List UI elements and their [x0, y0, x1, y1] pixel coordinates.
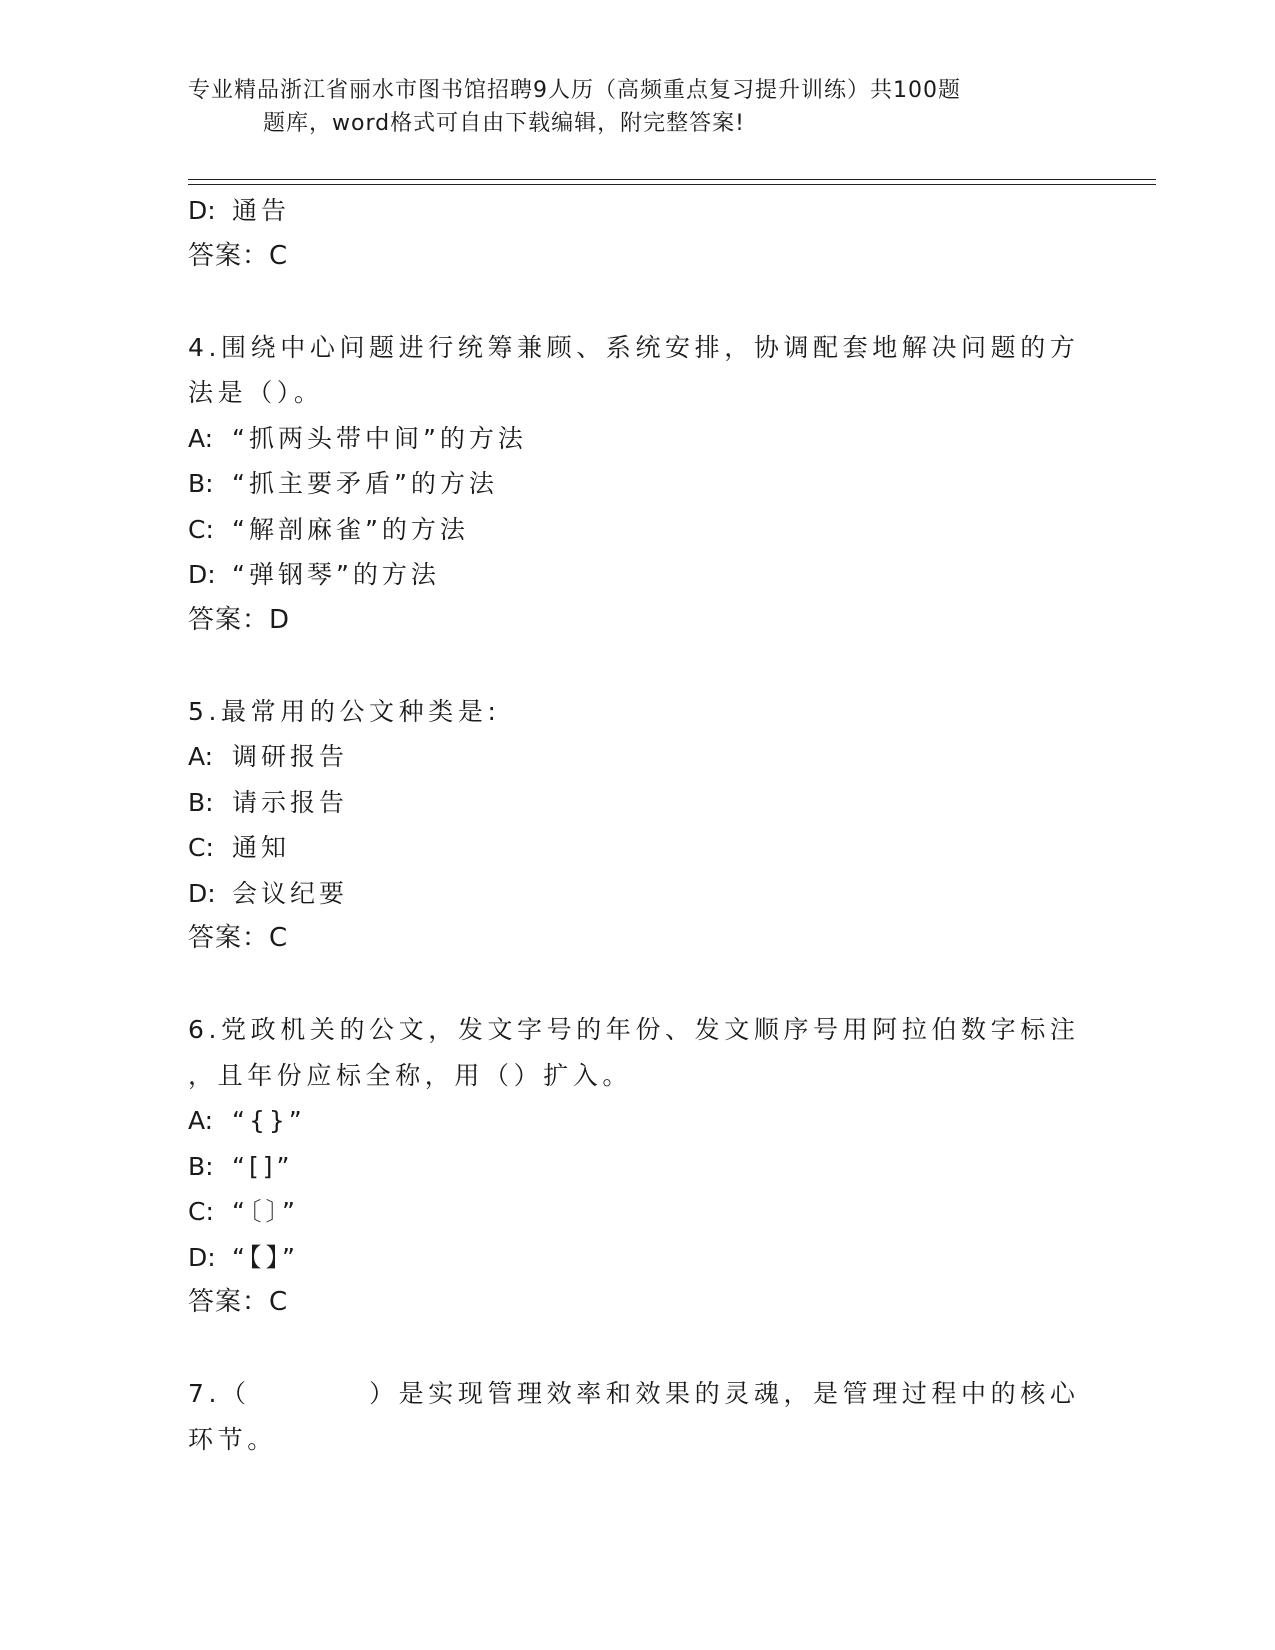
option-text: “〔〕”: [232, 1197, 299, 1226]
option-text: 通告: [232, 196, 291, 225]
option-letter: B:: [188, 1151, 214, 1181]
question-text-span: 4.围绕中心问题进行统筹兼顾、系统安排，协调配套地解决问题的方: [188, 332, 1080, 362]
option-row: [188, 734, 1068, 780]
option-row: [188, 780, 1068, 826]
question-text: [188, 325, 1080, 371]
question-text-span: 法是（）。: [188, 378, 324, 407]
question-text: [188, 1053, 1068, 1099]
option-row: [188, 416, 1068, 462]
question-text-span: 5.最常用的公文种类是:: [188, 696, 501, 726]
option-letter: A:: [188, 423, 214, 453]
option-row: [188, 1235, 1068, 1281]
option-row: [188, 188, 1068, 234]
question-text-span: 6.党政机关的公文，发文字号的年份、发文顺序号用阿拉伯数字标注: [188, 1015, 1080, 1044]
option-letter: C:: [188, 833, 214, 862]
option-letter: D:: [188, 196, 216, 225]
question-text: [188, 1007, 1080, 1053]
question-text: [188, 689, 1068, 735]
option-row: [188, 461, 1068, 507]
option-letter: A:: [188, 1106, 214, 1135]
option-text: “抓两头带中间”的方法: [232, 423, 527, 453]
option-letter: D:: [188, 560, 216, 589]
option-text: “抓主要矛盾”的方法: [232, 469, 498, 498]
option-text: “弹钢琴”的方法: [232, 560, 440, 589]
question-text-span: ，且年份应标全称，用（）扩入。: [188, 1060, 633, 1090]
option-text: 调研报告: [232, 742, 349, 771]
question-text-span: 环节。: [188, 1424, 277, 1454]
option-letter: C:: [188, 514, 214, 544]
option-row: [188, 871, 1068, 917]
question-text: [188, 1371, 1080, 1417]
header-divider-top: [188, 179, 1156, 180]
spacer: [188, 1326, 1068, 1372]
header-title-line-1: 专业精品浙江省丽水市图书馆招聘9人历（高频重点复习提升训练）共100题: [188, 78, 961, 103]
option-row: [188, 1144, 1068, 1190]
spacer: [188, 279, 1068, 325]
document-header: [188, 74, 1068, 140]
answer-line: 答案：C: [188, 240, 289, 271]
option-text: 会议纪要: [232, 878, 349, 908]
spacer: [188, 643, 1068, 689]
answer-line: 答案：C: [188, 923, 289, 953]
option-row: [188, 1189, 1068, 1235]
option-letter: D:: [188, 878, 216, 908]
option-row: [188, 552, 1068, 598]
header-divider-bottom: [188, 184, 1156, 185]
option-row: [188, 825, 1068, 871]
option-letter: B:: [188, 469, 214, 498]
header-title-line-2: 题库，word格式可自由下载编辑，附完整答案!: [263, 111, 745, 136]
option-row: [188, 1098, 1068, 1144]
question-text: [188, 370, 1068, 416]
option-text: 请示报告: [232, 787, 349, 817]
option-text: “{}”: [232, 1106, 306, 1135]
option-row: [188, 507, 1068, 553]
answer-line: 答案：C: [188, 1287, 289, 1317]
option-letter: C:: [188, 1197, 214, 1226]
answer-line: 答案：D: [188, 604, 291, 635]
option-text: “[]”: [232, 1151, 294, 1181]
spacer: [188, 962, 1068, 1008]
option-letter: B:: [188, 787, 214, 817]
option-text: “解剖麻雀”的方法: [232, 514, 469, 544]
option-letter: D:: [188, 1242, 216, 1272]
option-text: 通知: [232, 833, 291, 862]
question-list: [188, 188, 1080, 1462]
option-text: “【】”: [232, 1242, 299, 1272]
option-letter: A:: [188, 742, 214, 771]
question-text-span: 7.（ ）是实现管理效率和效果的灵魂，是管理过程中的核心: [188, 1379, 1080, 1408]
question-text: [188, 1417, 1068, 1463]
